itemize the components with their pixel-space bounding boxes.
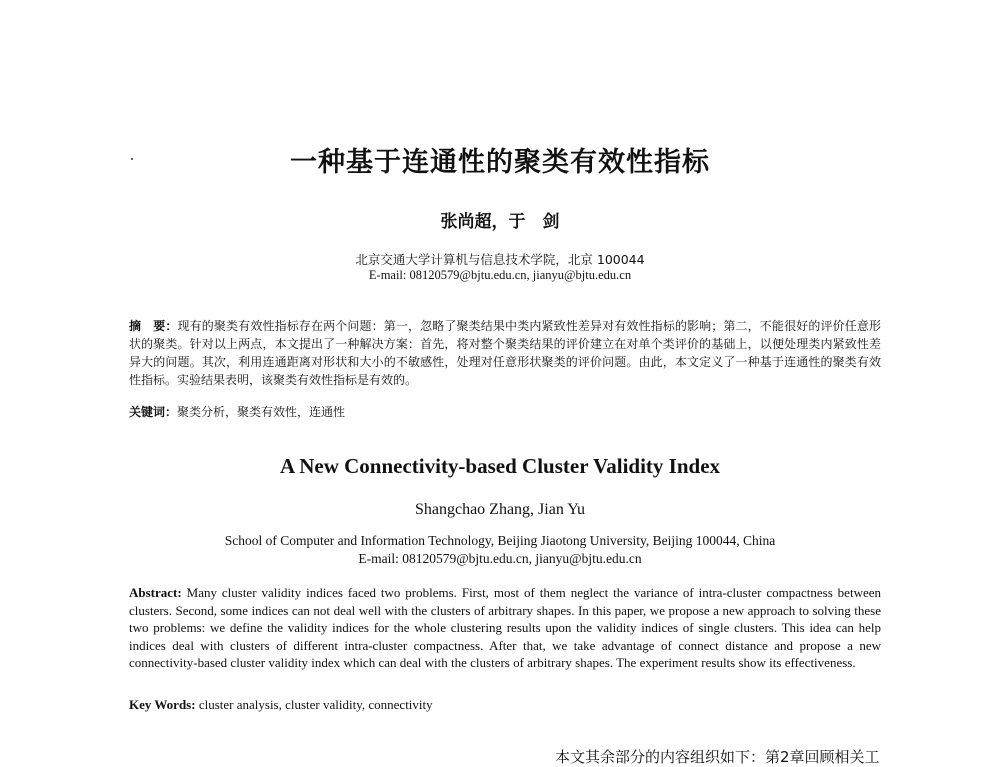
english-email: E-mail: 08120579@bjtu.edu.cn, jianyu@bjtu.edu.cn bbox=[358, 551, 642, 566]
chinese-title: 一种基于连通性的聚类有效性指标 bbox=[290, 147, 710, 178]
chinese-abstract bbox=[129, 317, 881, 389]
english-title: A New Connectivity-based Cluster Validity Index bbox=[279, 454, 721, 478]
chinese-keywords-text: 聚类分析，聚类有效性，连通性 bbox=[177, 405, 346, 419]
english-keywords-label: Key Words: bbox=[129, 697, 196, 712]
english-keywords bbox=[129, 697, 881, 713]
chinese-affiliation: 北京交通大学计算机与信息技术学院，北京 100044 bbox=[355, 252, 645, 267]
english-abstract bbox=[129, 584, 881, 672]
english-affiliation: School of Computer and Information Technology, Beijing Jiaotong University, Beijing 100044, China bbox=[224, 533, 776, 548]
body-text-start: 本文其余部分的内容组织如下：第2章回顾相关工 bbox=[555, 748, 880, 766]
english-authors: Shangchao Zhang, Jian Yu bbox=[414, 501, 586, 518]
chinese-authors: 张尚超，于 剑 bbox=[440, 212, 560, 232]
chinese-email: E-mail: 08120579@bjtu.edu.cn, jianyu@bjtu.edu.cn bbox=[368, 268, 632, 282]
chinese-abstract-text: 现有的聚类有效性指标存在两个问题：第一，忽略了聚类结果中类内紧致性差异对有效性指标的影响；第二，不能很好的评价任意形状的聚类。针对以上两点，本文提出了一种解决方案：首先，将对整个聚类结果的评价建立在对单个类评价的基础上，以便处理类内紧致性差异大的问题。其次，利用连通距离对形状和大小的不敏感性，处理对任意形状聚类的评价问题。由此，本文定义了一种基于连通性的聚类有效性指标。实验结果表明，该聚类有效性指标是有效的。 bbox=[129, 319, 881, 387]
english-abstract-label: Abstract: bbox=[129, 585, 182, 600]
chinese-keywords-label: 关键词： bbox=[129, 405, 178, 419]
chinese-keywords bbox=[129, 403, 881, 420]
english-keywords-text: cluster analysis, cluster validity, connectivity bbox=[195, 697, 433, 712]
chinese-abstract-label: 摘 要： bbox=[129, 319, 178, 333]
english-abstract-text: Many cluster validity indices faced two problems. First, most of them neglect the variance of intra-cluster compactness between clusters. Second, some indices can not deal well with the clusters of arbitrary shapes. In this paper, we propose a new approach to solving these two problems: we define the validity indices for the whole clustering results upon the validity indices of single clusters. This idea can help indices deal with clusters of different intra-cluster compactness. After that, we take advantage of connect distance and propose a new connectivity-based cluster validity index which can deal with the clusters of arbitrary shapes. The experiment results show its effectiveness. bbox=[129, 585, 881, 670]
